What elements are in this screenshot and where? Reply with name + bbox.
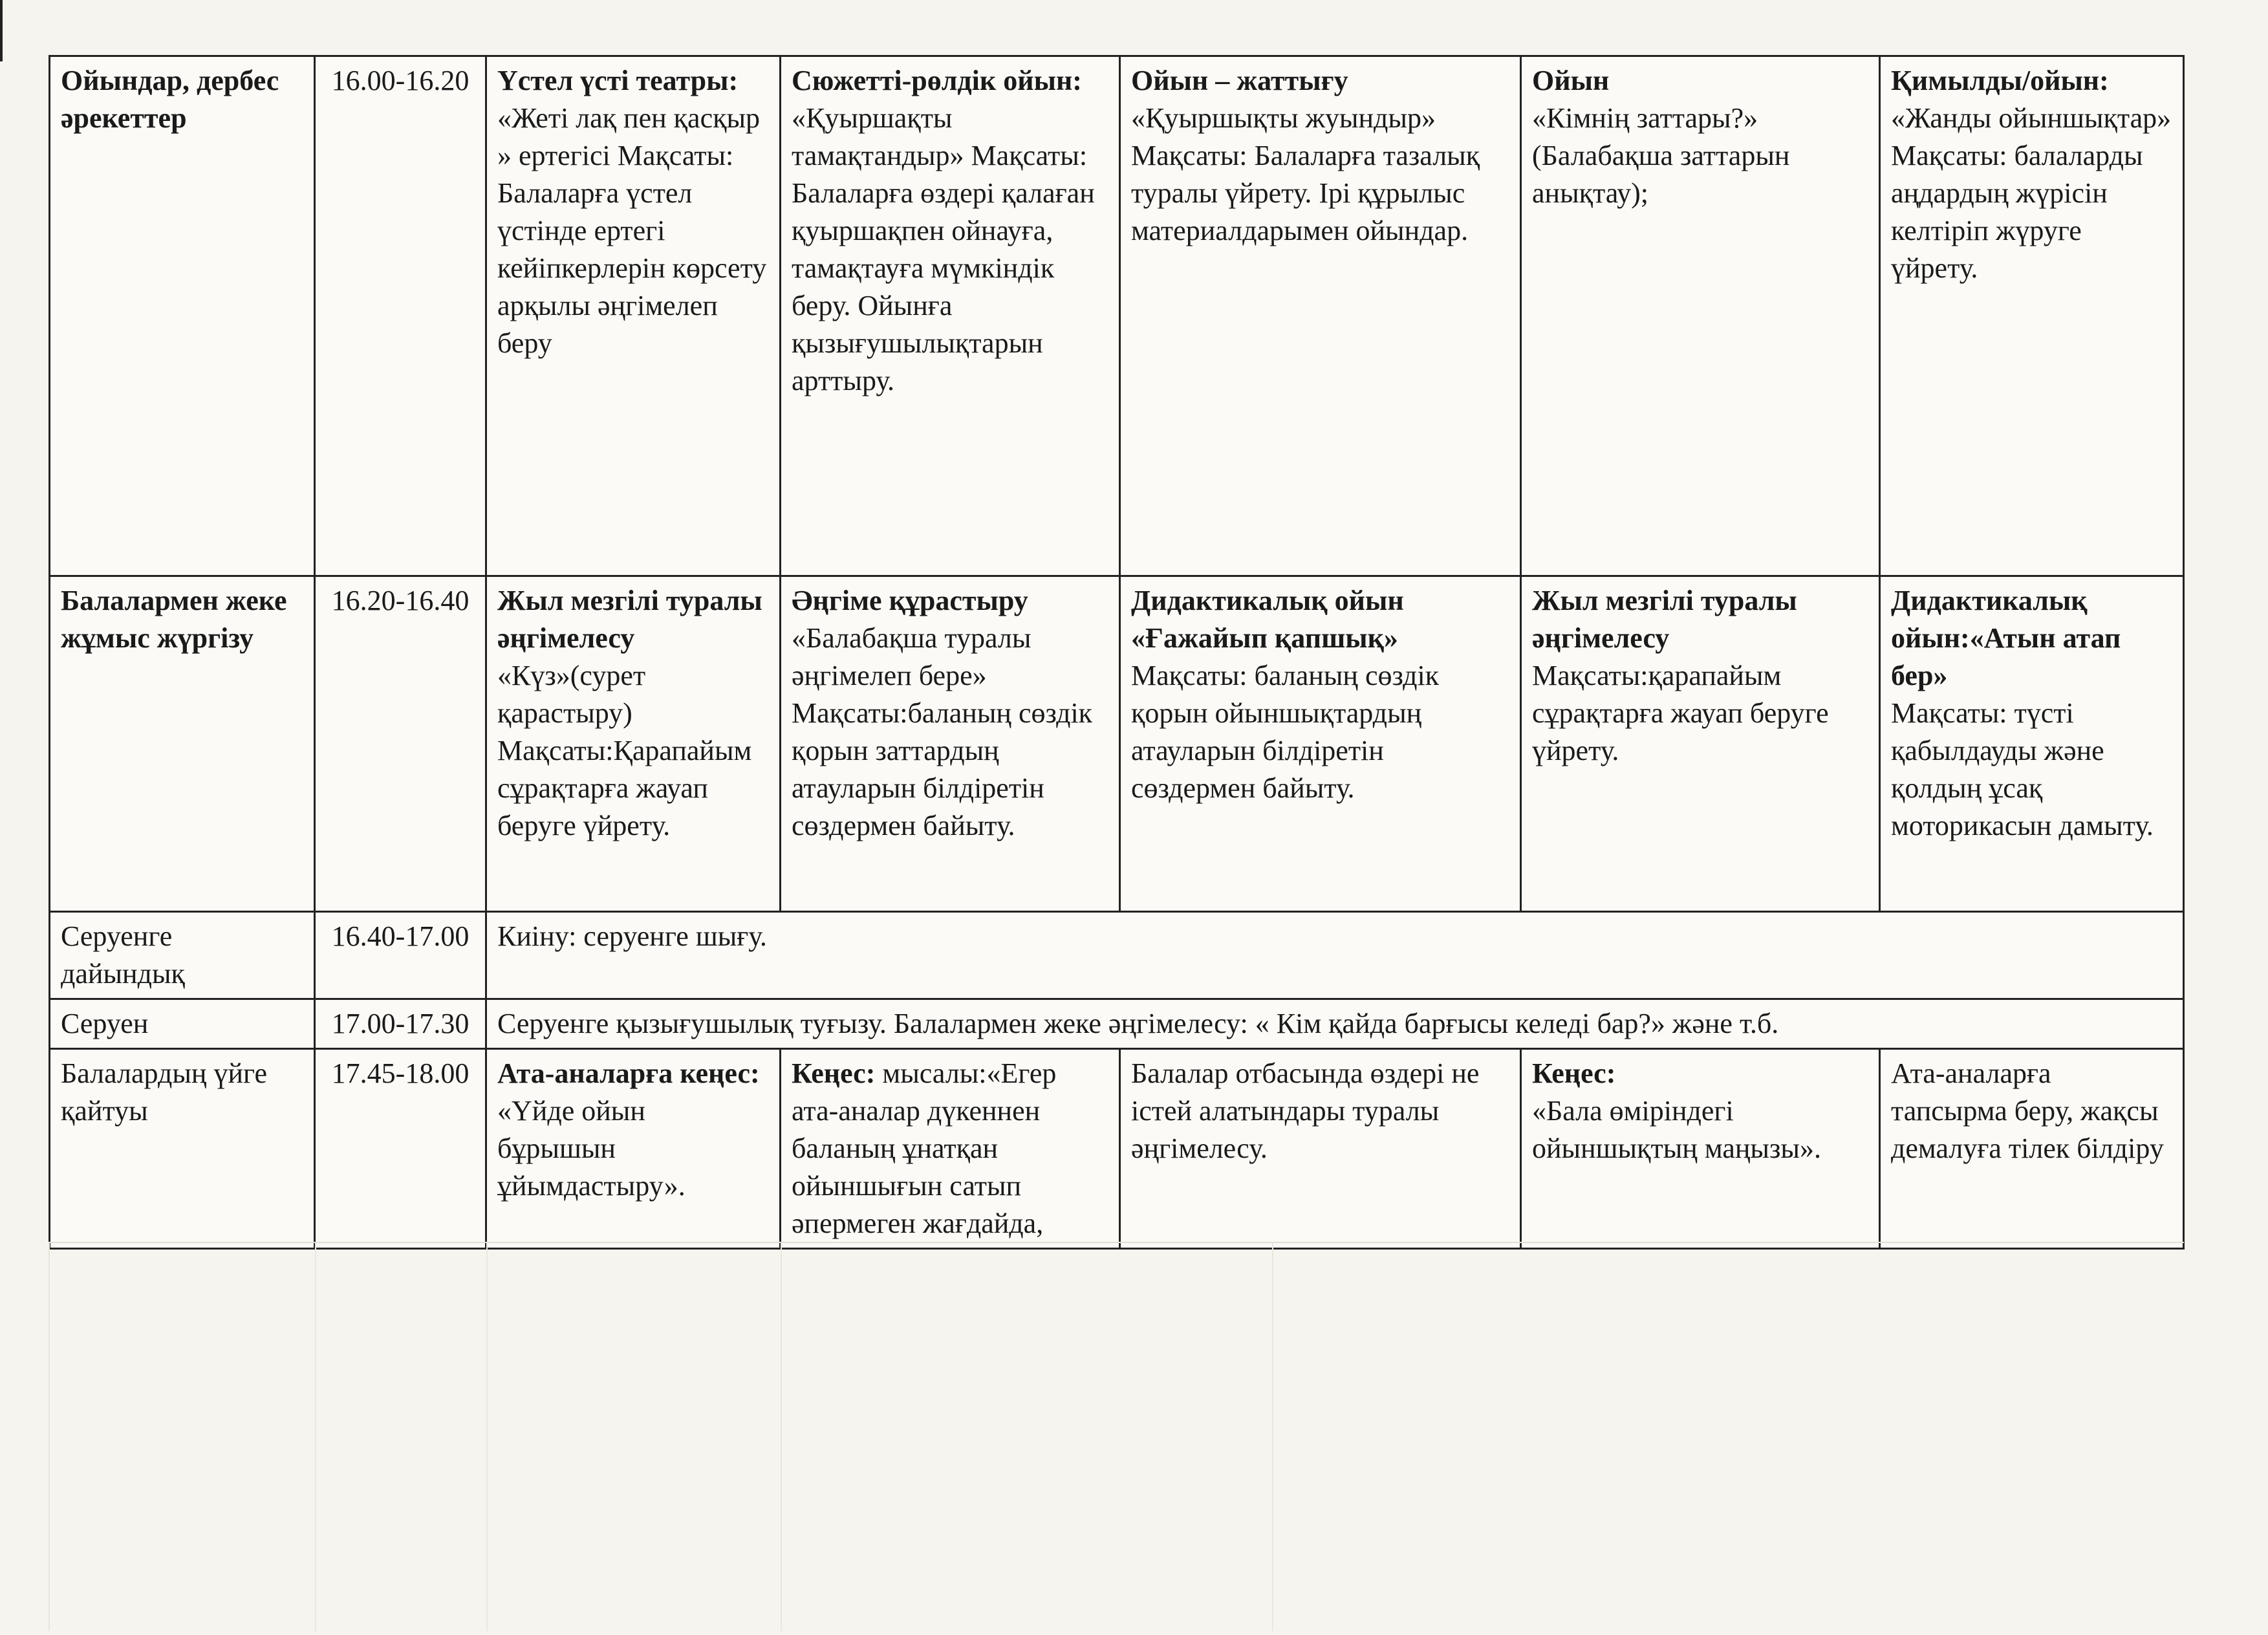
activity-heading: Сюжетті-рөлдік ойын:: [792, 65, 1082, 96]
activity-text: «Жанды ойыншықтар» Мақсаты: балаларды аңдардың жүрісін келтіріп жүруге үйрету.: [1891, 102, 2172, 284]
schedule-row-games: [50, 56, 2184, 576]
activity-cell: [1120, 576, 1521, 912]
activity-heading: Қимылды/ойын:: [1891, 65, 2109, 96]
activity-cell: [486, 576, 781, 912]
activity-cell: [1521, 1049, 1880, 1249]
activity-cell: [1521, 56, 1880, 576]
activity-heading: Әңгіме құрастыру: [792, 585, 1028, 616]
activity-text: «Бала өміріндегі ойыншықтың маңызы».: [1532, 1095, 1821, 1164]
scan-bleed-through: [49, 1242, 2184, 1631]
bleed-line: [1272, 1243, 1273, 1631]
activity-text: Балалар отбасында өздері не істей алатындары туралы әңгімелесу.: [1131, 1057, 1480, 1164]
time-range: 17.45-18.00: [315, 1049, 486, 1249]
activity-cell: [1120, 56, 1521, 576]
activity-heading: Дидактикалық ойын «Ғажайып қапшық»: [1131, 585, 1404, 654]
activity-text: Киіну: серуенге шығу.: [486, 912, 2184, 999]
activity-heading: Кеңес:: [1532, 1057, 1616, 1089]
activity-text: Ата-аналарға тапсырма беру, жақсы демалуға тілек білдіру: [1891, 1057, 2164, 1164]
schedule-row-walk-prep: [50, 912, 2184, 999]
time-range: 16.40-17.00: [315, 912, 486, 999]
schedule-row-going-home: [50, 1049, 2184, 1249]
activity-cell: [486, 1049, 781, 1249]
activity-cell: [781, 576, 1120, 912]
activity-text: Серуенге қызығушылық туғызу. Балалармен жеке әңгімелесу: « Кім қайда барғысы келеді бар?» және т.б.: [486, 999, 2184, 1049]
section-label: Серуенге дайындық: [50, 912, 315, 999]
activity-heading: Дидактикалық ойын:«Атын атап бер»: [1891, 585, 2121, 691]
schedule-row-individual-work: [50, 576, 2184, 912]
bleed-line: [315, 1243, 316, 1631]
activity-text: Мақсаты: баланың сөздік қорын ойыншықтардың атауларын білдіретін сөздермен байыту.: [1131, 660, 1440, 804]
bleed-line: [486, 1243, 488, 1631]
bleed-line: [781, 1243, 782, 1631]
activity-text: «Балабақша туралы әңгімелеп бере» Мақсаты:баланың сөздік қорын заттардың атауларын білдіретін сөздермен байыту.: [792, 622, 1093, 841]
activity-cell: [1521, 576, 1880, 912]
schedule-row-walk: [50, 999, 2184, 1049]
activity-text: Мақсаты: түсті қабылдауды және қолдың ұсақ моторикасын дамыту.: [1891, 697, 2154, 841]
time-range: 17.00-17.30: [315, 999, 486, 1049]
activity-text: Мақсаты:қарапайым сұрақтарға жауап беруге үйрету.: [1532, 660, 1829, 766]
activity-heading: Үстел үсті театры:: [497, 65, 739, 96]
activity-heading: Кеңес:: [792, 1057, 876, 1089]
section-label: Ойындар, дербес әрекеттер: [50, 56, 315, 576]
activity-cell: [1120, 1049, 1521, 1249]
schedule-table: [49, 55, 2185, 1250]
activity-text: «Үйде ойын бұрышын ұйымдастыру».: [497, 1095, 686, 1202]
section-label: Серуен: [50, 999, 315, 1049]
activity-text: мысалы:«Егер ата-аналар дүкеннен баланың ұнатқан ойыншығын сатып әпермеген жағдайда,: [792, 1057, 1057, 1239]
scan-edge-mark: [0, 0, 3, 61]
activity-cell: [781, 56, 1120, 576]
activity-text: «Күз»(сурет қарастыру) Мақсаты:Қарапайым сұрақтарға жауап беруге үйрету.: [497, 660, 752, 841]
activity-heading: Ата-аналарға кеңес:: [497, 1057, 760, 1089]
time-range: 16.20-16.40: [315, 576, 486, 912]
time-range: 16.00-16.20: [315, 56, 486, 576]
activity-cell: [781, 1049, 1120, 1249]
section-label: Балалармен жеке жұмыс жүргізу: [50, 576, 315, 912]
activity-heading: Ойын – жаттығу: [1131, 65, 1348, 96]
activity-heading: Ойын: [1532, 65, 1610, 96]
activity-cell: [1880, 1049, 2184, 1249]
activity-cell: [1880, 576, 2184, 912]
activity-heading: Жыл мезгілі туралы әңгімелесу: [497, 585, 762, 654]
activity-text: «Кімнің заттары?» (Балабақша заттарын анықтау);: [1532, 102, 1790, 209]
activity-cell: [486, 56, 781, 576]
activity-heading: Жыл мезгілі туралы әңгімелесу: [1532, 585, 1797, 654]
activity-text: «Жеті лақ пен қасқыр » ертегісі Мақсаты: Балаларға үстел үстінде ертегі кейіпкерлерін көрсету арқылы әңгімелеп беру: [497, 102, 767, 359]
activity-text: «Қуыршықты жуындыр» Мақсаты: Балаларға тазалық туралы үйрету. Ірі құрылыс материалдарымен ойындар.: [1131, 102, 1480, 246]
activity-text: «Қуыршақты тамақтандыр» Мақсаты: Балаларға өздері қалаған қуыршақпен ойнауға, тамақтауға мүмкіндік беру. Ойынға қызығушылықтарын арттыру.: [792, 102, 1095, 396]
section-label: Балалардың үйге қайтуы: [50, 1049, 315, 1249]
activity-cell: [1880, 56, 2184, 576]
